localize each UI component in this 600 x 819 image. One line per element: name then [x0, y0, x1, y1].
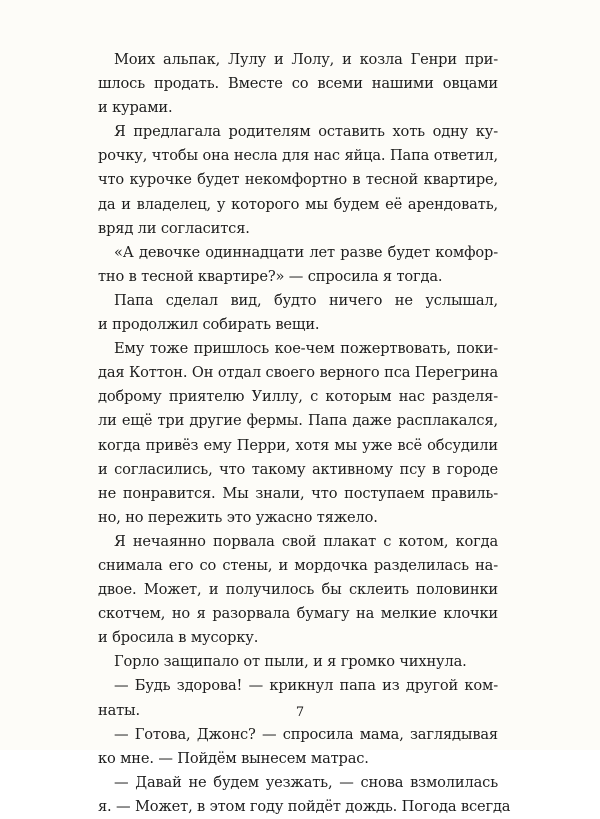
text-line: вряд ли согласится.: [98, 219, 250, 237]
text-line: ко мне. — Пойдём вынесем матрас.: [98, 749, 369, 767]
text-line: рочку, чтобы она несла для нас яйца. Папа ответил,: [98, 147, 498, 165]
text-line: наты.: [98, 701, 141, 719]
text-line: не понравится. Мы знали, что поступаем правиль-: [98, 484, 498, 502]
text-line: и согласились, что такому активному псу в городе: [98, 460, 498, 478]
text-line: когда привёз ему Перри, хотя мы уже всё обсудили: [98, 436, 498, 454]
text-line: Я предлагала родителям оставить хоть одну ку-: [114, 123, 498, 141]
text-line: Я нечаянно порвала свой плакат с котом, когда: [114, 532, 498, 550]
text-line: — Готова, Джонс? — спросила мама, заглядывая: [114, 725, 498, 743]
page-number: 7: [295, 705, 305, 720]
text-line: ли ещё три другие фермы. Папа даже расплакался,: [98, 412, 498, 430]
text-line: тно в тесной квартире?» — спросила я тогда.: [98, 267, 443, 285]
text-line: — Давай не будем уезжать, — снова взмолилась: [114, 773, 498, 791]
body-text: [98, 48, 511, 819]
text-line: я. — Может, в этом году пойдёт дождь. Погода всегда: [98, 797, 511, 815]
text-line: доброму приятелю Уиллу, с которым нас разделя-: [98, 388, 498, 406]
text-line: но, но пережить это ужасно тяжело.: [98, 508, 378, 526]
text-line: «А девочке одиннадцати лет разве будет комфор-: [114, 243, 498, 261]
text-line: дая Коттон. Он отдал своего верного пса Перегрина: [98, 364, 498, 382]
text-line: Горло защипало от пыли, и я громко чихнула.: [114, 653, 467, 671]
text-line: да и владелец, у которого мы будем её арендовать,: [98, 195, 498, 213]
text-line: и бросила в мусорку.: [98, 629, 259, 647]
text-line: — Будь здорова! — крикнул папа из другой ком-: [114, 677, 498, 695]
text-line: скотчем, но я разорвала бумагу на мелкие клочки: [98, 605, 498, 623]
text-line: Моих альпак, Лулу и Лолу, и козла Генри при-: [114, 51, 498, 68]
text-line: двое. Может, и получилось бы склеить половинки: [98, 581, 498, 599]
text-line: и продолжил собирать вещи.: [98, 316, 320, 334]
text-line: что курочке будет некомфортно в тесной квартире,: [98, 171, 498, 189]
text-line: Ему тоже пришлось кое-чем пожертвовать, поки-: [114, 340, 498, 358]
text-line: шлось продать. Вместе со всеми нашими овцами: [98, 75, 498, 93]
text-line: и курами.: [98, 99, 173, 117]
text-line: Папа сделал вид, будто ничего не услышал,: [114, 291, 498, 309]
text-line: снимала его со стены, и мордочка разделилась на-: [98, 556, 498, 574]
